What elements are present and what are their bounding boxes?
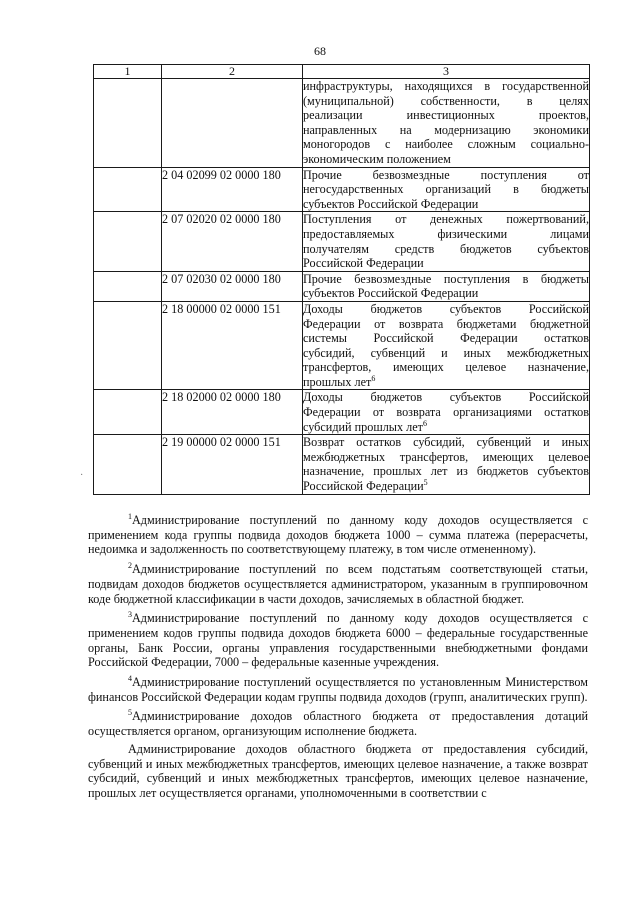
footnote	[88, 709, 588, 738]
footnotes-section	[88, 513, 588, 801]
description-text: Доходы бюджетов субъектов Российской	[303, 301, 589, 316]
description-line	[303, 390, 589, 405]
description-text: экономическим положением	[303, 151, 451, 166]
budget-code-cell: 2 19 00000 02 0000 151	[162, 435, 303, 494]
budget-code-cell: 2 07 02020 02 0000 180	[162, 212, 303, 271]
footnote-text: Администрирование доходов областного бюджета от предоставления дотаций осуществляется органом, организующим исполнение бюджета.	[88, 709, 588, 739]
budget-code-cell	[162, 79, 303, 168]
row-number-cell	[94, 301, 162, 390]
description-line	[303, 272, 589, 287]
description-text: инфраструктуры, находящихся в государственной	[303, 79, 589, 93]
footnote-text: Администрирование поступлений по данному коду доходов осуществляется с применением кода группы подвида доходов бюджета 1000 – сумма платежа (перерасчеты, недоимка и задолженность по соответствующему платежу, в том числе отмененному).	[88, 513, 588, 557]
row-number-cell	[94, 390, 162, 435]
revenue-description-cell	[303, 435, 590, 494]
margin-mark: ·	[80, 470, 84, 481]
row-number-cell	[94, 212, 162, 271]
footnote	[88, 675, 588, 704]
table-header-row	[94, 65, 590, 79]
description-text: получателям средств бюджетов субъектов	[303, 241, 589, 256]
budget-code-cell: 2 04 02099 02 0000 180	[162, 167, 303, 212]
description-line	[303, 137, 589, 152]
footnote-number: 4	[128, 674, 132, 684]
table-row	[94, 390, 590, 435]
description-text: предоставляемых физическими лицами	[303, 226, 589, 241]
description-line	[303, 94, 589, 109]
description-line	[303, 79, 589, 94]
footnote	[88, 513, 588, 557]
description-line	[303, 317, 589, 332]
revenue-description-cell	[303, 301, 590, 390]
description-text: негосударственных организаций в бюджеты	[303, 182, 589, 197]
row-number-cell	[94, 79, 162, 168]
description-line	[303, 123, 589, 138]
revenue-description-cell	[303, 390, 590, 435]
description-line	[303, 168, 589, 183]
description-line	[303, 182, 589, 197]
footnote-number: 5	[128, 708, 132, 718]
description-line	[303, 450, 589, 465]
revenue-description-cell	[303, 167, 590, 212]
budget-code-cell: 2 18 00000 02 0000 151	[162, 301, 303, 390]
column-header-3: 3	[303, 65, 590, 79]
footnotes-list	[88, 513, 588, 739]
description-line	[303, 420, 589, 435]
table-row	[94, 271, 590, 301]
table-row	[94, 79, 590, 168]
description-text: Доходы бюджетов субъектов Российской	[303, 390, 589, 405]
footnote-marker: 6	[371, 373, 376, 383]
description-text: субъектов Российской Федерации	[303, 286, 479, 301]
description-text: Федерации от возврата бюджетами бюджетной	[303, 316, 589, 331]
footnote-text: Администрирование поступлений по данному коду доходов осуществляется с применением кодов группы подвида доходов бюджета 6000 – федеральные государственные органы, Банк России, органы управления государственными внебюджетными фондами Российской Федерации, 7000 – федеральные казенные учреждения.	[88, 611, 588, 670]
budget-code-cell: 2 07 02030 02 0000 180	[162, 271, 303, 301]
description-line	[303, 242, 589, 257]
description-text: межбюджетных трансфертов, имеющих целевое	[303, 449, 589, 464]
description-line	[303, 375, 589, 390]
description-text: Российской Федерации	[303, 256, 424, 271]
description-text: субсидий прошлых лет	[303, 419, 423, 434]
description-text: Поступления от денежных пожертвований,	[303, 212, 589, 227]
description-line	[303, 227, 589, 242]
description-line	[303, 197, 589, 212]
description-line	[303, 302, 589, 317]
description-text: прошлых лет	[303, 374, 372, 389]
footnote-marker: 6	[422, 418, 427, 428]
footnote-number: 2	[128, 561, 132, 571]
description-text: направленных на модернизацию экономики	[303, 122, 589, 137]
table-row	[94, 167, 590, 212]
page-number: 68	[314, 44, 326, 58]
description-text: назначение, прошлых лет из бюджетов субъектов	[303, 464, 589, 479]
table-row	[94, 301, 590, 390]
footnote-text: Администрирование поступлений по всем подстатьям соответствующей статьи, подвидам доходов бюджетов осуществляется администратором, указанным в группировочном коде бюджетной классификации в части доходов, зачисляемых в областной бюджет.	[88, 562, 588, 606]
description-text: субсидий, субвенций и иных межбюджетных	[303, 345, 589, 360]
description-line	[303, 286, 589, 301]
description-line	[303, 464, 589, 479]
description-line	[303, 212, 589, 227]
footnote-number: 1	[128, 512, 132, 521]
description-text: моногородов с наиболее сложным социально-	[303, 137, 589, 152]
description-line	[303, 331, 589, 346]
footnote-text: Администрирование поступлений осуществляется по установленным Министерством финансов Российской Федерации кодам группы подвида доходов (групп, аналитических групп).	[88, 675, 588, 704]
column-header-2: 2	[162, 65, 303, 79]
closing-paragraph: Администрирование доходов областного бюджета от предоставления субсидий, субвенций и иных межбюджетных трансфертов, имеющих целевое назначение, а также возврат субсидий, субвенций и иных межбюджетных трансфертов, имеющих целевое назначение, прошлых лет осуществляется органами, уполномоченными в соответствии с	[88, 741, 588, 800]
description-text: Прочие безвозмездные поступления в бюджеты	[303, 271, 589, 286]
revenue-description-cell	[303, 79, 590, 168]
row-number-cell	[94, 271, 162, 301]
description-line	[303, 152, 589, 167]
description-text: субъектов Российской Федерации	[303, 196, 479, 211]
footnote-marker: 5	[423, 478, 428, 488]
description-text: трансфертов, имеющих целевое назначение,	[303, 360, 589, 375]
footnote	[88, 562, 588, 606]
description-line	[303, 346, 589, 361]
footnote	[88, 611, 588, 670]
footnote-number: 3	[128, 610, 132, 620]
description-line	[303, 479, 589, 494]
description-text: Российской Федерации	[303, 479, 424, 494]
revenue-description-cell	[303, 212, 590, 271]
table-row	[94, 435, 590, 494]
description-line	[303, 256, 589, 271]
row-number-cell	[94, 167, 162, 212]
description-line	[303, 360, 589, 375]
column-header-1: 1	[94, 65, 162, 79]
description-text: Возврат остатков субсидий, субвенций и иных	[303, 435, 589, 450]
description-line	[303, 405, 589, 420]
revenue-codes-table	[93, 64, 590, 495]
row-number-cell	[94, 435, 162, 494]
description-text: Федерации от возврата организациями остатков	[303, 405, 589, 420]
description-text: системы Российской Федерации остатков	[303, 331, 589, 346]
table-row	[94, 212, 590, 271]
description-text: реализации инвестиционных проектов,	[303, 108, 589, 123]
description-line	[303, 435, 589, 450]
description-text: Прочие безвозмездные поступления от	[303, 167, 589, 182]
revenue-description-cell	[303, 271, 590, 301]
description-line	[303, 108, 589, 123]
budget-code-cell: 2 18 02000 02 0000 180	[162, 390, 303, 435]
description-text: (муниципальной) собственности, в целях	[303, 93, 589, 108]
